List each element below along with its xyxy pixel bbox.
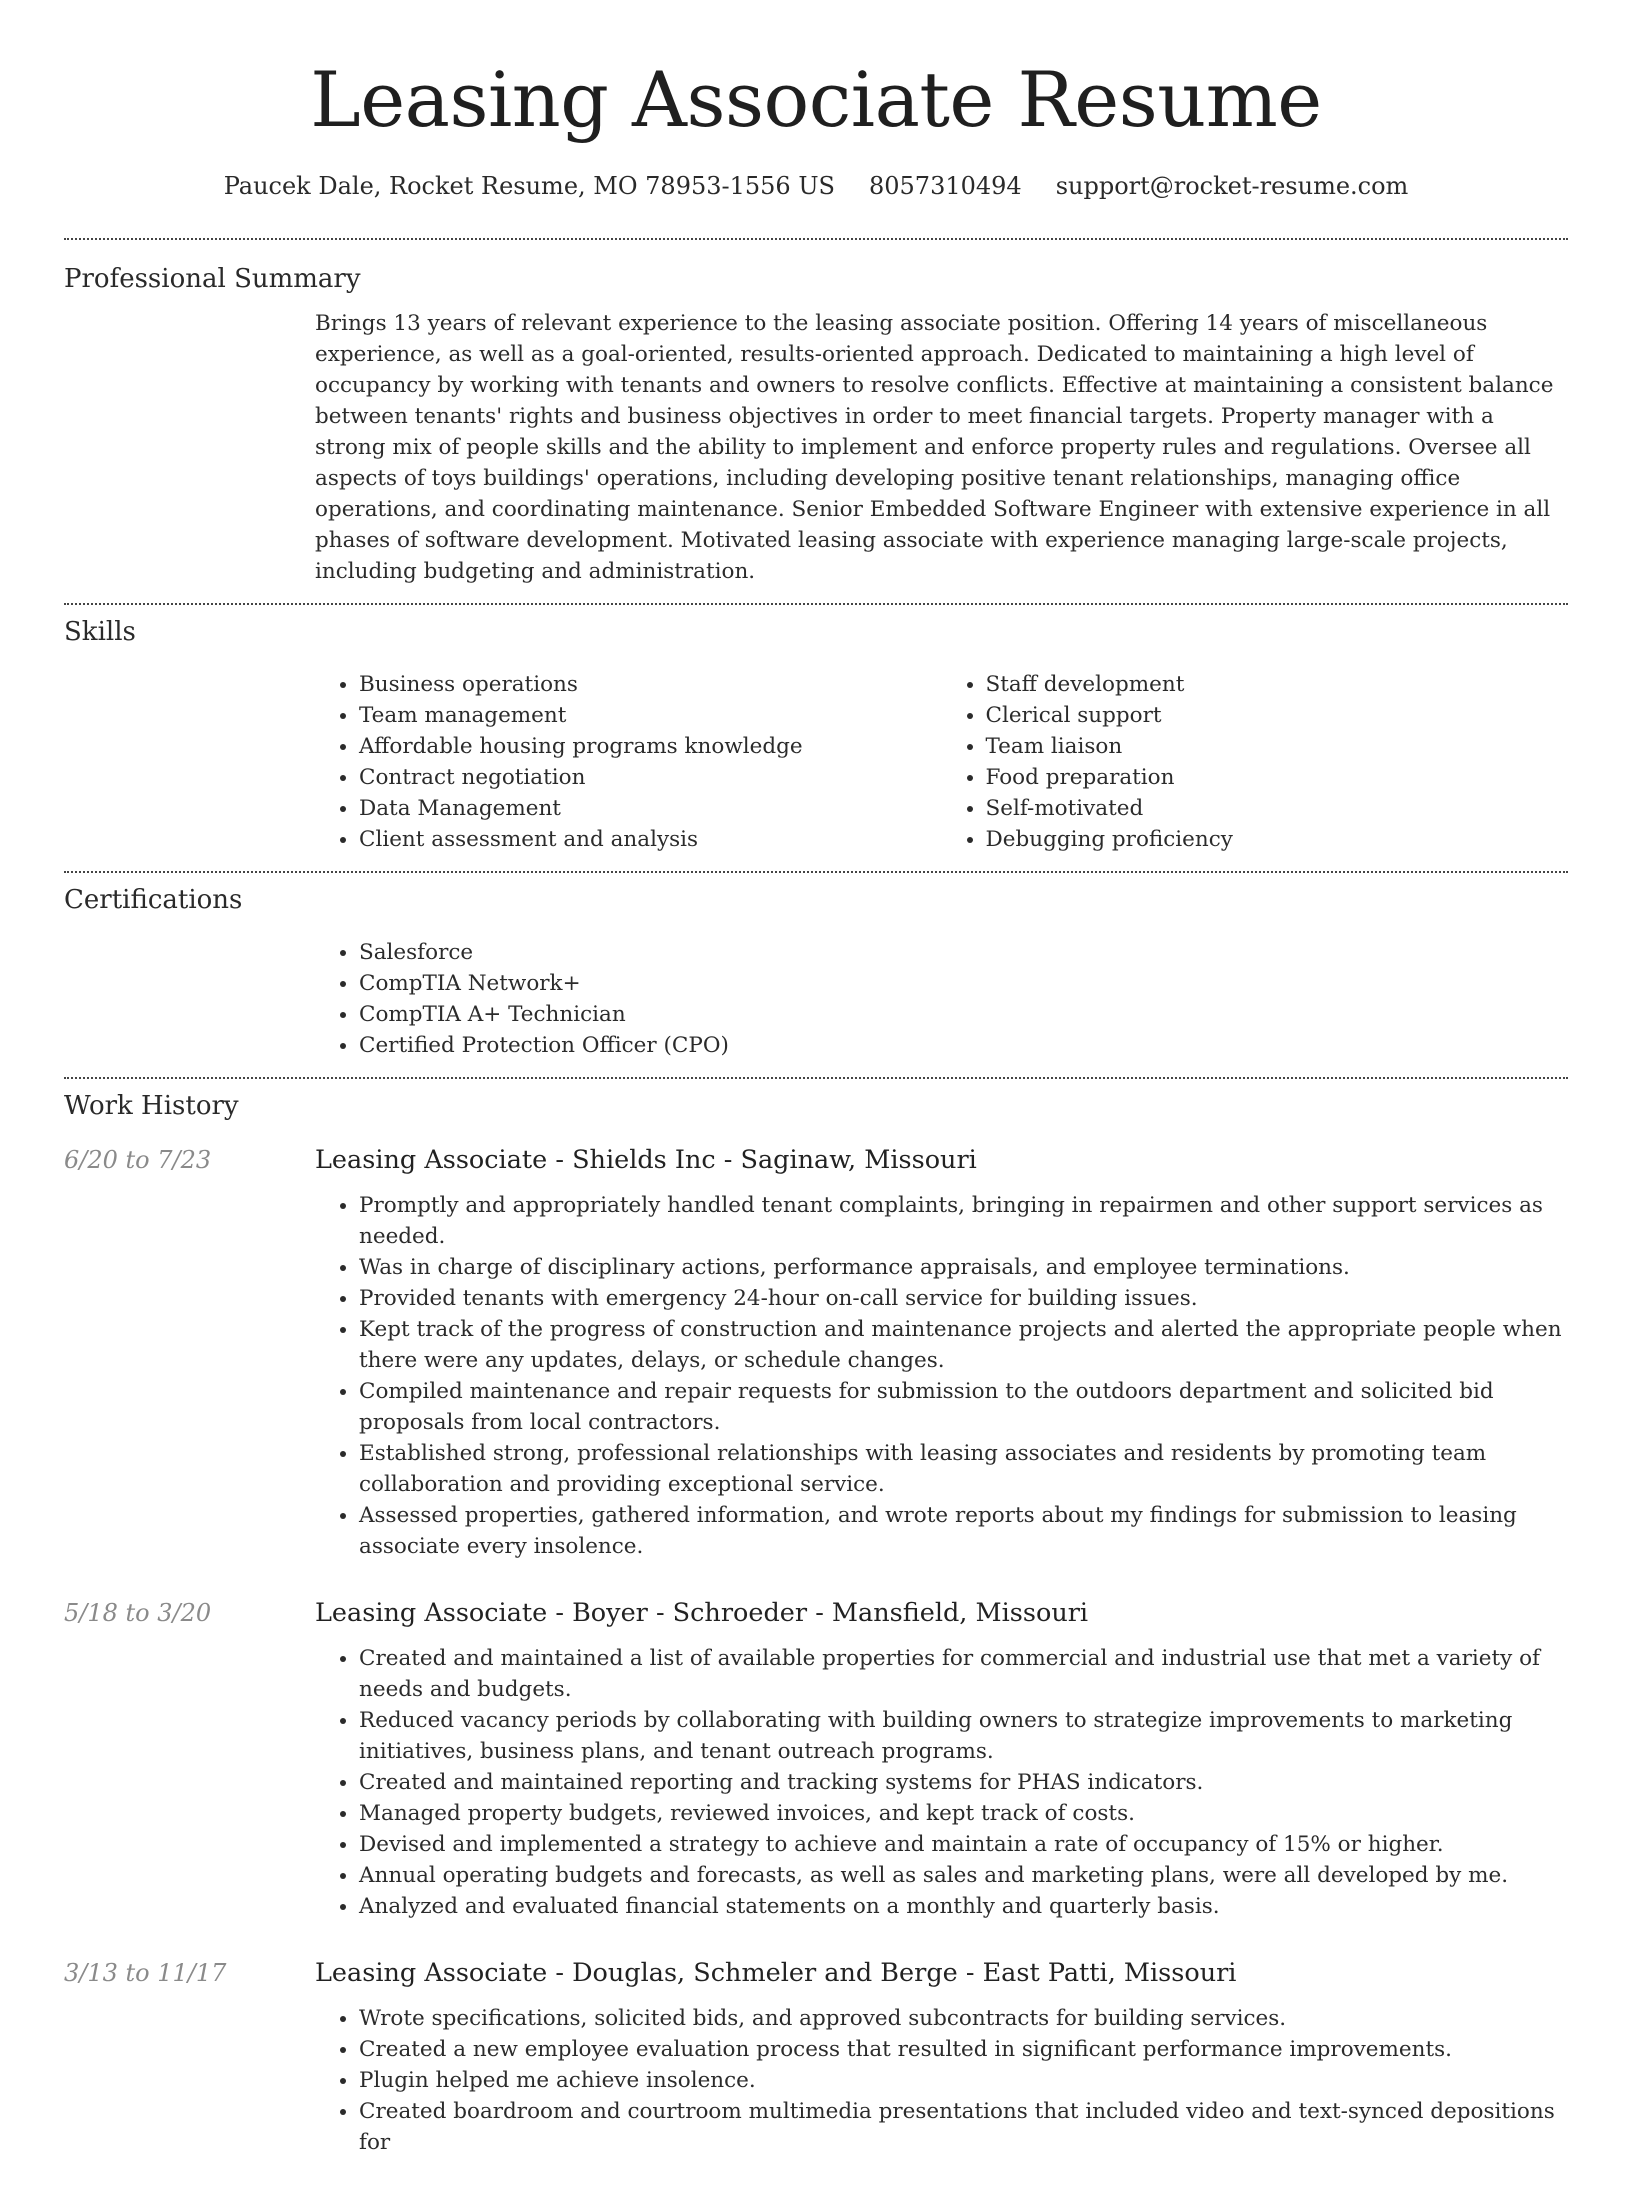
job-dates: 6/20 to 7/23 xyxy=(64,1146,212,1174)
contact-address: Paucek Dale, Rocket Resume, MO 78953-1556 US xyxy=(223,172,835,200)
list-item: • Staff development xyxy=(986,669,1569,700)
job-title: Leasing Associate - Shields Inc - Saginaw, Missouri xyxy=(315,1145,977,1175)
job-dates: 5/18 to 3/20 xyxy=(64,1599,212,1627)
job-header xyxy=(64,1143,1568,1177)
list-item: • CompTIA Network+ xyxy=(359,968,1568,999)
list-item: • Managed property budgets, reviewed invoices, and kept track of costs. xyxy=(359,1798,1568,1829)
contact-email: support@rocket-resume.com xyxy=(1055,172,1409,200)
section-heading-summary: Professional Summary xyxy=(64,264,361,294)
summary-body xyxy=(315,308,1568,603)
job-entry xyxy=(64,1956,1568,2158)
list-item: • Business operations xyxy=(359,669,942,700)
list-item: • Reduced vacancy periods by collaborating with building owners to strategize improvements to marketing initiatives, business plans, and tenant outreach programs. xyxy=(359,1705,1568,1767)
contact-phone: 8057310494 xyxy=(868,172,1022,200)
job-title: Leasing Associate - Boyer - Schroeder - Mansfield, Missouri xyxy=(315,1598,1089,1628)
section-heading-skills: Skills xyxy=(64,617,136,647)
list-item: • Assessed properties, gathered information, and wrote reports about my findings for submission to leasing associate every insolence. xyxy=(359,1500,1568,1562)
list-item: • Kept track of the progress of construction and maintenance projects and alerted the appropriate people when there were any updates, delays, or schedule changes. xyxy=(359,1314,1568,1376)
list-item: • Data Management xyxy=(359,793,942,824)
professional-summary-section xyxy=(64,240,1568,603)
list-item: • Food preparation xyxy=(986,762,1569,793)
job-header xyxy=(64,1956,1568,1990)
list-item: • Analyzed and evaluated financial statements on a monthly and quarterly basis. xyxy=(359,1891,1568,1922)
job-entry xyxy=(64,1596,1568,1922)
job-bullets xyxy=(315,1190,1568,1562)
list-item: • Created and maintained a list of available properties for commercial and industrial use that met a variety of needs and budgets. xyxy=(359,1643,1568,1705)
jobs-list xyxy=(64,1143,1568,2158)
job-dates: 3/13 to 11/17 xyxy=(64,1959,227,1987)
list-item: • Team management xyxy=(359,700,942,731)
work-history-section xyxy=(64,1079,1568,2158)
skills-section xyxy=(64,605,1568,871)
contact-info xyxy=(64,172,1568,200)
list-item: • Was in charge of disciplinary actions, performance appraisals, and employee terminations. xyxy=(359,1252,1568,1283)
list-item: • Plugin helped me achieve insolence. xyxy=(359,2065,1568,2096)
list-item: • Provided tenants with emergency 24-hour on-call service for building issues. xyxy=(359,1283,1568,1314)
job-bullets xyxy=(315,1643,1568,1922)
list-item: • Annual operating budgets and forecasts, as well as sales and marketing plans, were all developed by me. xyxy=(359,1860,1568,1891)
section-heading-certifications: Certifications xyxy=(64,885,243,915)
list-item: • Created boardroom and courtroom multimedia presentations that included video and text-synced depositions for xyxy=(359,2096,1568,2158)
list-item: • Certified Protection Officer (CPO) xyxy=(359,1030,1568,1061)
certifications-list xyxy=(315,937,1568,1061)
job-bullets xyxy=(315,2003,1568,2158)
list-item: • Salesforce xyxy=(359,937,1568,968)
list-item: • Promptly and appropriately handled tenant complaints, bringing in repairmen and other support services as needed. xyxy=(359,1190,1568,1252)
section-heading-work-history: Work History xyxy=(64,1091,239,1121)
list-item: • Created a new employee evaluation process that resulted in significant performance improvements. xyxy=(359,2034,1568,2065)
list-item: • Affordable housing programs knowledge xyxy=(359,731,942,762)
skills-grid xyxy=(315,669,1568,871)
list-item: • Clerical support xyxy=(986,700,1569,731)
list-item: • Client assessment and analysis xyxy=(359,824,942,855)
list-item: • Wrote specifications, solicited bids, and approved subcontracts for building services. xyxy=(359,2003,1568,2034)
list-item: • Self-motivated xyxy=(986,793,1569,824)
list-item: • Established strong, professional relationships with leasing associates and residents by promoting team collaboration and providing exceptional service. xyxy=(359,1438,1568,1500)
list-item: • Debugging proficiency xyxy=(986,824,1569,855)
certifications-body xyxy=(315,937,1568,1077)
skills-list-left xyxy=(315,669,942,855)
list-item: • Compiled maintenance and repair requests for submission to the outdoors department and solicited bid proposals from local contractors. xyxy=(359,1376,1568,1438)
job-title: Leasing Associate - Douglas, Schmeler and Berge - East Patti, Missouri xyxy=(315,1958,1237,1988)
job-entry xyxy=(64,1143,1568,1562)
list-item: • Devised and implemented a strategy to achieve and maintain a rate of occupancy of 15% or higher. xyxy=(359,1829,1568,1860)
list-item: • CompTIA A+ Technician xyxy=(359,999,1568,1030)
skills-list-right xyxy=(942,669,1569,855)
list-item: • Contract negotiation xyxy=(359,762,942,793)
summary-text: Brings 13 years of relevant experience to the leasing associate position. Offering 14 years of miscellaneous experience, as well as a goal-oriented, results-oriented approach. Dedicated to maintaining a high level of occupancy by working with tenants and owners to resolve conflicts. Effective at maintaining a consistent balance between tenants' rights and business objectives in order to meet financial targets. Property manager with a strong mix of people skills and the ability to implement and enforce property rules and regulations. Oversee all aspects of toys buildings' operations, including developing positive tenant relationships, managing office operations, and coordinating maintenance. Senior Embedded Software Engineer with extensive experience in all phases of software development. Motivated leasing associate with experience managing large-scale projects, including budgeting and administration. xyxy=(315,311,1554,584)
certifications-section xyxy=(64,873,1568,1077)
list-item: • Team liaison xyxy=(986,731,1569,762)
job-header xyxy=(64,1596,1568,1630)
resume-title: Leasing Associate Resume xyxy=(310,55,1322,144)
list-item: • Created and maintained reporting and tracking systems for PHAS indicators. xyxy=(359,1767,1568,1798)
resume-page xyxy=(64,0,1568,2192)
